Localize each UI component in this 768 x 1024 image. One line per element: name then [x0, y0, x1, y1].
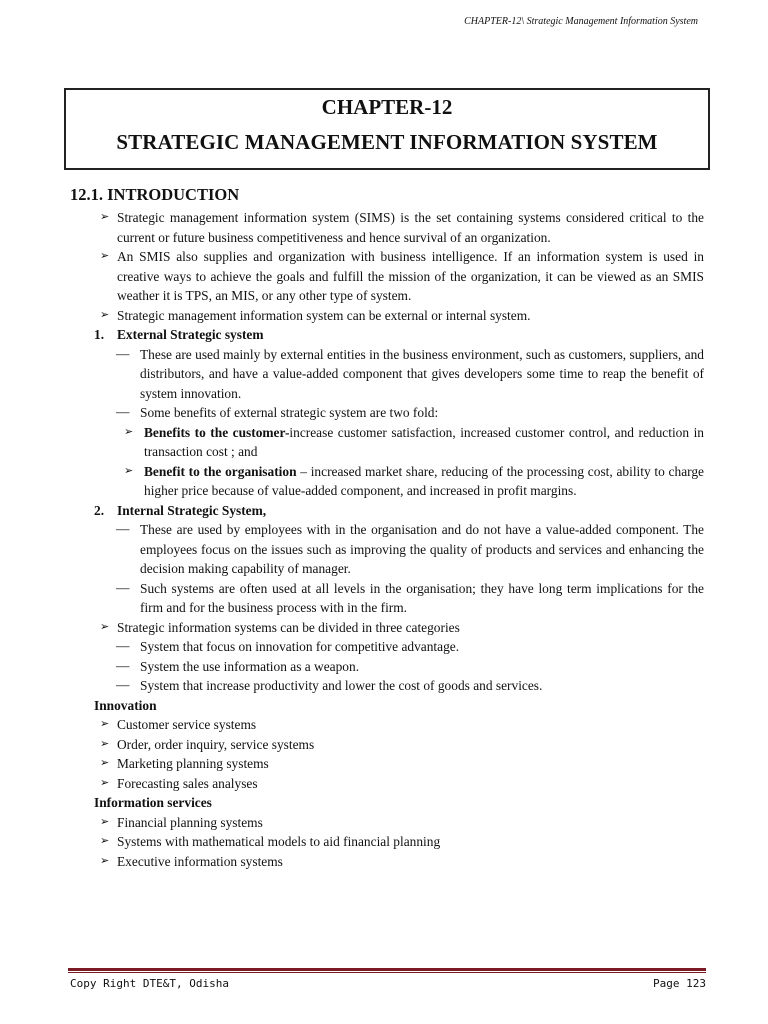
benefit-organisation-label: Benefit to the organisation — [144, 463, 297, 479]
running-header: CHAPTER-12\ Strategic Management Information System — [464, 16, 698, 27]
information-services-item: ➢ Executive information systems — [70, 852, 704, 872]
chapter-title-box — [64, 88, 710, 170]
internal-title: Internal Strategic System, — [117, 502, 267, 518]
benefit-customer-label: Benefits to the customer- — [144, 424, 290, 440]
internal-number: 2. — [94, 502, 105, 518]
internal-heading — [70, 501, 704, 521]
footer-rule-thin — [68, 972, 706, 973]
information-services-heading: Information services — [94, 795, 212, 810]
intro-bullet: ➢ Strategic management information system can be external or internal system. — [70, 306, 704, 326]
page-number: Page 123 — [653, 977, 706, 990]
external-heading — [70, 325, 704, 345]
external-dash: — Some benefits of external strategic system are two fold: — [70, 403, 704, 423]
benefit-organisation-text: – increased market share, reducing of the processing cost, ability to charge higher price because of value-added component, and increased in profit margins. — [144, 463, 704, 498]
external-dash: — These are used mainly by external entities in the business environment, such as customers, suppliers, and distributors, and have a value-added component that gives developers some time to reap the benefit of system innovation. — [70, 345, 704, 404]
innovation-item: ➢ Forecasting sales analyses — [70, 774, 704, 794]
internal-dash: — Such systems are often used at all levels in the organisation; they have long term implications for the firm and for the business process with in the firm. — [70, 579, 704, 618]
intro-bullet: ➢ Strategic management information system (SIMS) is the set containing systems considered critical to the current or future business competitiveness and hence survival of an organization. — [70, 208, 704, 247]
information-services-item: ➢ Systems with mathematical models to aid financial planning — [70, 832, 704, 852]
information-services-item: ➢ Financial planning systems — [70, 813, 704, 833]
internal-dash: — These are used by employees with in the organisation and do not have a value-added component. The employees focus on the issues such as improving the quality of products and services and enhancing the decision making capability of manager. — [70, 520, 704, 579]
intro-bullet: ➢ An SMIS also supplies and organization with business intelligence. If an information system is used in creative ways to achieve the goals and fulfill the mission of the organization, it can be viewed as an SMIS weather it is TPS, an MIS, or any other type of system. — [70, 247, 704, 306]
benefit-customer-text: increase customer satisfaction, increased customer control, and reduction in transaction cost ; and — [144, 424, 704, 459]
innovation-item: ➢ Customer service systems — [70, 715, 704, 735]
section-heading: 12.1. INTRODUCTION — [70, 185, 240, 204]
footer-rule — [68, 968, 706, 971]
innovation-item: ➢ Order, order inquiry, service systems — [70, 735, 704, 755]
chapter-title: STRATEGIC MANAGEMENT INFORMATION SYSTEM — [116, 130, 658, 154]
external-title: External Strategic system — [117, 327, 264, 342]
footer-copyright: Copy Right DTE&T, Odisha — [70, 977, 229, 990]
category-dash: — System the use information as a weapon. — [70, 657, 704, 677]
categories-intro: ➢ Strategic information systems can be divided in three categories — [70, 618, 704, 638]
benefit-customer — [70, 423, 704, 462]
innovation-heading: Innovation — [94, 697, 157, 713]
category-dash: — System that increase productivity and lower the cost of goods and services. — [70, 676, 704, 696]
page-content — [70, 184, 704, 871]
category-dash: — System that focus on innovation for competitive advantage. — [70, 637, 704, 657]
chapter-number: CHAPTER-12 — [321, 95, 453, 119]
innovation-item: ➢ Marketing planning systems — [70, 754, 704, 774]
benefit-organisation — [70, 462, 704, 501]
external-number: 1. — [94, 327, 105, 342]
